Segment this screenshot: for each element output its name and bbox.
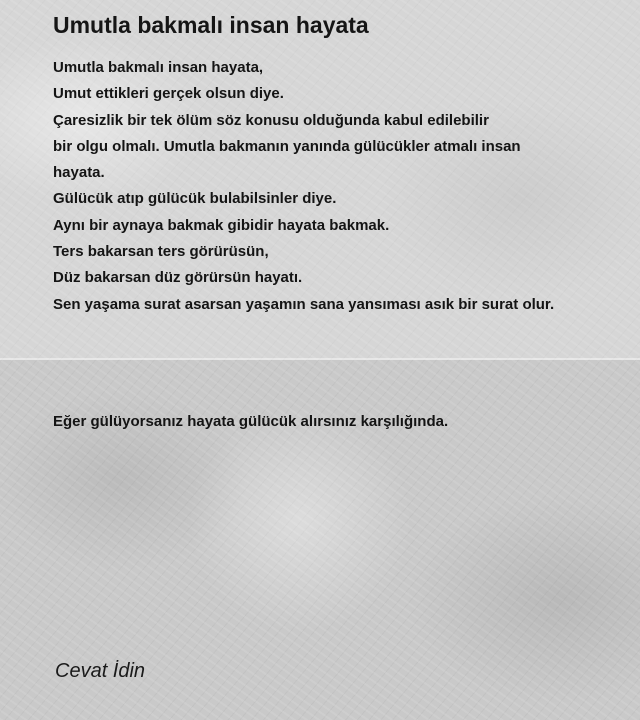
poem-body — [53, 55, 638, 318]
poem-line: Düz bakarsan düz görürsün hayatı. — [53, 269, 303, 287]
poem-line: Umutla bakmalı insan hayata, — [53, 59, 264, 76]
poem-line: Aynı bir aynaya bakmak gibidir hayata bakmak. — [53, 216, 390, 234]
poem-line: hayata. — [53, 164, 105, 182]
poem-line: bir olgu olmalı. Umutla bakmanın yanında gülücükler atmalı insan — [53, 137, 521, 155]
poem-line: Umut ettikleri gerçek olsun diye. — [53, 85, 284, 103]
panel-divider — [0, 358, 640, 360]
poem-line: Sen yaşama surat asarsan yaşamın sana yansıması asık bir surat olur. — [53, 295, 555, 313]
poem-line: Ters bakarsan ters görürüsün, — [53, 243, 269, 261]
poem-closing-line: Eğer gülüyorsanız hayata gülücük alırsınız karşılığında. — [53, 413, 449, 430]
poem-line: Çaresizlik bir tek ölüm söz konusu olduğunda kabul edilebilir — [53, 111, 489, 129]
poem-line: Gülücük atıp gülücük bulabilsinler diye. — [53, 190, 337, 208]
poem-title: Umutla bakmalı insan hayata — [53, 12, 369, 38]
poem-author: Cevat İdin — [55, 660, 146, 682]
